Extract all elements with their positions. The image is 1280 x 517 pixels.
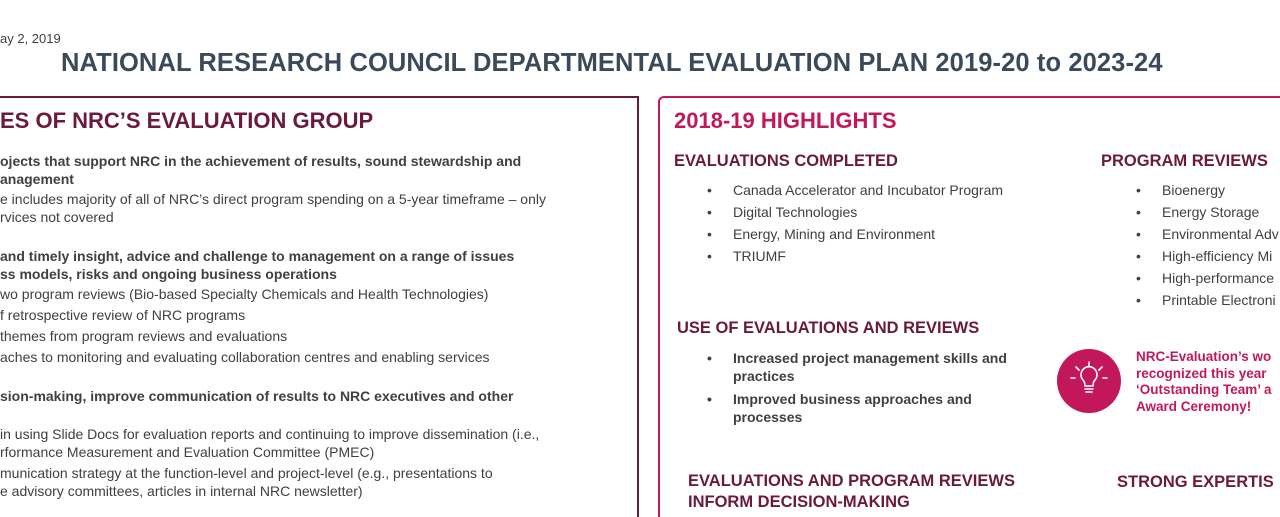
block3-line: in using Slide Docs for evaluation reports and continuing to improve dissemination (i.e., bbox=[0, 426, 540, 442]
use-of-evaluations-title: USE OF EVALUATIONS AND REVIEWS bbox=[677, 319, 980, 337]
program-reviews-title: PROGRAM REVIEWS bbox=[1101, 152, 1268, 170]
left-panel-heading: ES OF NRC’S EVALUATION GROUP bbox=[0, 108, 374, 133]
list-item: • Canada Accelerator and Incubator Program bbox=[707, 182, 1004, 198]
page-title: NATIONAL RESEARCH COUNCIL DEPARTMENTAL EVALUATION PLAN 2019-20 to 2023-24 bbox=[61, 49, 1163, 77]
list-item: practices bbox=[733, 368, 795, 384]
block2-bold-line2: ss models, risks and ongoing business operations bbox=[0, 266, 337, 282]
list-item: • Increased project management skills and bbox=[707, 350, 1007, 366]
list-item: • Environmental Adv bbox=[1136, 226, 1279, 242]
block3-line: munication strategy at the function-level and project-level (e.g., presentations to bbox=[0, 465, 493, 481]
block1-text-line1: e includes majority of all of NRC’s direct program spending on a 5-year timeframe – only bbox=[0, 191, 546, 207]
block1-bold-line2: anagement bbox=[0, 171, 74, 187]
program-reviews-list bbox=[1136, 179, 1279, 311]
block2-line: themes from program reviews and evaluations bbox=[0, 328, 288, 344]
list-item: • Bioenergy bbox=[1136, 182, 1226, 198]
list-item: • Energy, Mining and Environment bbox=[707, 226, 936, 242]
strong-expertise-title: STRONG EXPERTIS bbox=[1117, 473, 1274, 491]
block1-text-line2: rvices not covered bbox=[0, 209, 114, 225]
list-item: • Improved business approaches and bbox=[707, 391, 972, 407]
block2-line: f retrospective review of NRC programs bbox=[0, 307, 246, 323]
list-item: • High-performance bbox=[1136, 270, 1275, 286]
block3-bold-line1: sion-making, improve communication of results to NRC executives and other bbox=[0, 388, 514, 404]
evaluations-completed-list bbox=[707, 179, 1003, 267]
block3-line: e advisory committees, articles in internal NRC newsletter) bbox=[0, 483, 363, 499]
inform-title-line1: EVALUATIONS AND PROGRAM REVIEWS bbox=[688, 472, 1015, 490]
report-date: ay 2, 2019 bbox=[0, 31, 61, 46]
block2-line: wo program reviews (Bio-based Specialty Chemicals and Health Technologies) bbox=[0, 286, 489, 302]
list-item: • Digital Technologies bbox=[707, 204, 858, 220]
list-item: • Energy Storage bbox=[1136, 204, 1260, 220]
lightbulb-icon bbox=[1057, 349, 1121, 413]
block1-bold-line1: ojects that support NRC in the achievement of results, sound stewardship and bbox=[0, 153, 522, 169]
highlights-heading: 2018-19 HIGHLIGHTS bbox=[674, 108, 897, 133]
block2-bold-line1: and timely insight, advice and challenge to management on a range of issues bbox=[0, 248, 515, 264]
list-item: processes bbox=[733, 409, 803, 425]
evaluations-completed-title: EVALUATIONS COMPLETED bbox=[674, 152, 898, 170]
list-item: • TRIUMF bbox=[707, 248, 786, 264]
block3-line: rformance Measurement and Evaluation Committee (PMEC) bbox=[0, 444, 375, 460]
inform-title-line2: INFORM DECISION-MAKING bbox=[688, 493, 910, 511]
list-item: • High-efficiency Mi bbox=[1136, 248, 1273, 264]
block2-line: aches to monitoring and evaluating collaboration centres and enabling services bbox=[0, 349, 490, 365]
list-item: • Printable Electroni bbox=[1136, 292, 1276, 308]
use-of-evaluations-list bbox=[707, 349, 1007, 426]
recognition-text: NRC-Evaluation’s wo recognized this year ‘Outstanding Team’ a Award Ceremony! bbox=[1136, 349, 1272, 414]
